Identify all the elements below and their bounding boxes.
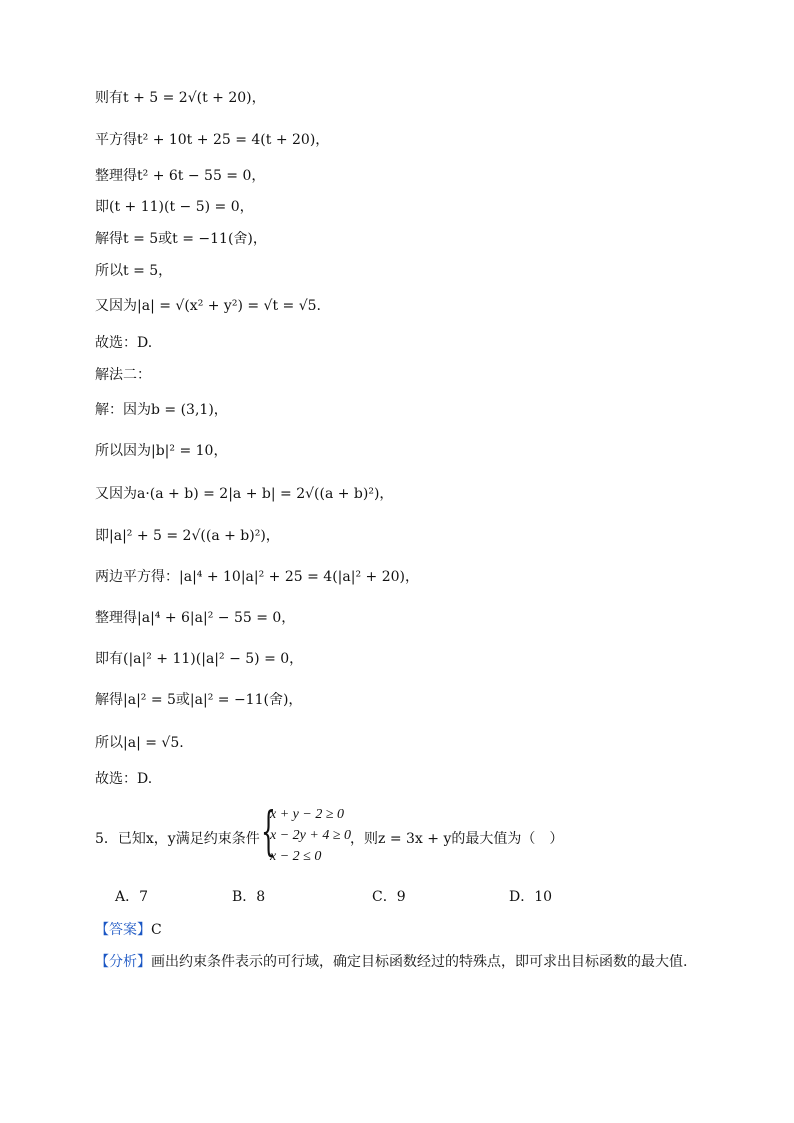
question-prefix: 5．已知x，y满足约束条件 <box>95 831 260 847</box>
solution-line: 解：因为b = (3,1)， <box>95 402 228 418</box>
constraint: x − 2 ≤ 0 <box>270 849 322 864</box>
solution-line: 平方得t² + 10t + 25 = 4(t + 20)， <box>95 132 330 148</box>
solution-line: 故选：D. <box>95 335 153 351</box>
option-d: D．10 <box>509 889 553 905</box>
solution-line: 故选：D. <box>95 771 153 787</box>
constraint: x + y − 2 ≥ 0 <box>270 807 345 822</box>
solution-line: 即有(|a|² + 11)(|a|² − 5) = 0， <box>95 651 304 667</box>
brace-symbol: { <box>261 802 276 862</box>
analysis-tag: 【分析】 <box>95 954 151 970</box>
analysis-line <box>95 952 687 972</box>
solution-line: 即|a|² + 5 = 2√((a + b)²)， <box>95 528 280 544</box>
solution-line: 则有t + 5 = 2√(t + 20)， <box>95 90 266 106</box>
method-heading: 解法二： <box>95 367 151 383</box>
solution-line: 又因为a·(a + b) = 2|a + b| = 2√((a + b)²)， <box>95 486 394 502</box>
option-b: B．8 <box>232 889 266 905</box>
answer-tag: 【答案】 <box>95 922 151 938</box>
constraint: x − 2y + 4 ≥ 0 <box>270 828 352 843</box>
solution-line: 又因为|a| = √(x² + y²) = √t = √5. <box>95 298 322 314</box>
constraint-system <box>270 804 351 867</box>
solution-line: 即(t + 11)(t − 5) = 0， <box>95 199 254 215</box>
option-c: C．9 <box>372 889 406 905</box>
answer-line <box>95 920 162 940</box>
solution-line: 解得t = 5或t = −11(舍)， <box>95 231 267 247</box>
solution-line: 整理得|a|⁴ + 6|a|² − 55 = 0， <box>95 610 296 626</box>
solution-line: 解得|a|² = 5或|a|² = −11(舍)， <box>95 692 303 708</box>
option-a: A．7 <box>115 889 149 905</box>
solution-line: 所以因为|b|² = 10， <box>95 443 228 459</box>
solution-line: 所以t = 5， <box>95 263 173 279</box>
analysis-text: 画出约束条件表示的可行域，确定目标函数经过的特殊点，即可求出目标函数的最大值. <box>151 954 688 970</box>
answer-text: C <box>151 922 162 938</box>
question-suffix: ，则z = 3x + y的最大值为（ ） <box>350 831 564 847</box>
solution-line: 所以|a| = √5. <box>95 735 184 751</box>
solution-line: 整理得t² + 6t − 55 = 0， <box>95 168 266 184</box>
solution-line: 两边平方得：|a|⁴ + 10|a|² + 25 = 4(|a|² + 20)， <box>95 569 419 585</box>
